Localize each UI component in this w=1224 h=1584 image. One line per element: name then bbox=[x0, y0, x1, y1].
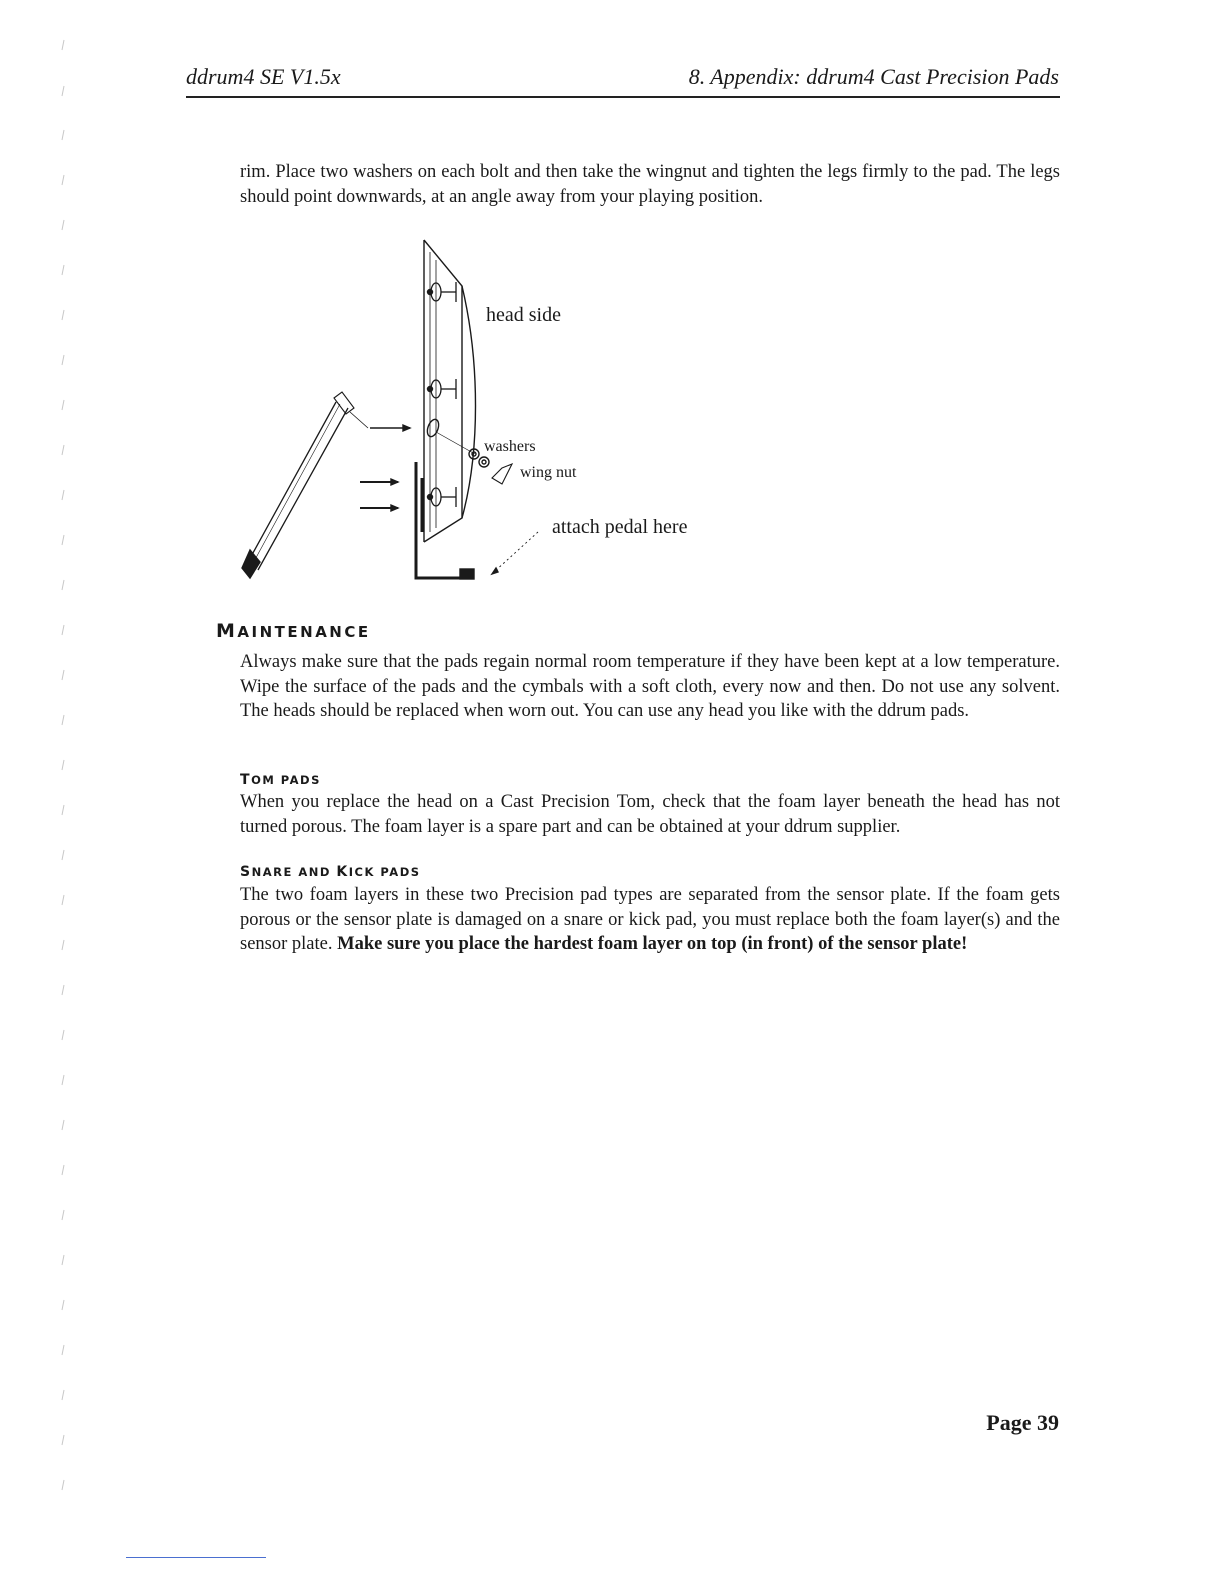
heading-tom-pads-cap: T bbox=[240, 772, 252, 788]
heading-maintenance bbox=[216, 620, 371, 642]
snare-kick-text: The two foam layers in these two Precision pad types are separated from the sensor plate. If the foam gets porous or the sensor plate is damaged on a snare or kick pad, you must replace both the foam layer(s) and the sensor plate. bbox=[240, 885, 1060, 954]
label-head-side: head side bbox=[486, 304, 561, 326]
running-header-left: ddrum4 SE V1.5x bbox=[186, 64, 341, 89]
label-wing-nut: wing nut bbox=[520, 464, 577, 481]
label-washers: washers bbox=[484, 438, 536, 455]
scan-edge-marks bbox=[58, 30, 70, 1540]
maintenance-paragraph: Always make sure that the pads regain normal room temperature if they have been kept at a low temperature. Wipe the surface of the pads and the cymbals with a soft cloth, every now and then. Do not use any solvent. The heads should be replaced when worn out. You can use any head you like with the ddrum pads. bbox=[240, 652, 1060, 721]
heading-snare-rest: NARE AND bbox=[251, 865, 337, 879]
heading-maintenance-cap: M bbox=[216, 620, 238, 642]
snare-kick-paragraph bbox=[240, 883, 1060, 957]
page-number: Page 39 bbox=[986, 1410, 1059, 1435]
snare-kick-warning: Make sure you place the hardest foam layer on top (in front) of the sensor plate! bbox=[337, 934, 968, 954]
heading-maintenance-rest: AINTENANCE bbox=[237, 623, 371, 641]
intro-paragraph: rim. Place two washers on each bolt and then take the wingnut and tighten the legs firmly to the pad. The legs should point downwards, at an angle away from your playing position. bbox=[240, 162, 1060, 207]
label-attach-pedal: attach pedal here bbox=[552, 516, 688, 538]
tom-pads-paragraph: When you replace the head on a Cast Precision Tom, check that the foam layer beneath the head has not turned porous. The foam layer is a spare part and can be obtained at your ddrum supplier. bbox=[240, 792, 1060, 837]
heading-tom-pads-rest: OM PADS bbox=[251, 773, 321, 787]
heading-kick-cap: K bbox=[336, 864, 349, 880]
heading-snare-kick-pads bbox=[240, 864, 421, 880]
bottom-blue-rule bbox=[126, 1557, 266, 1558]
pad-assembly-figure bbox=[230, 232, 710, 592]
heading-kick-rest: ICK PADS bbox=[348, 865, 421, 879]
heading-tom-pads bbox=[240, 772, 321, 788]
heading-snare-cap: S bbox=[240, 864, 252, 880]
header-rule bbox=[186, 96, 1060, 98]
running-header-right: 8. Appendix: ddrum4 Cast Precision Pads bbox=[688, 64, 1059, 89]
